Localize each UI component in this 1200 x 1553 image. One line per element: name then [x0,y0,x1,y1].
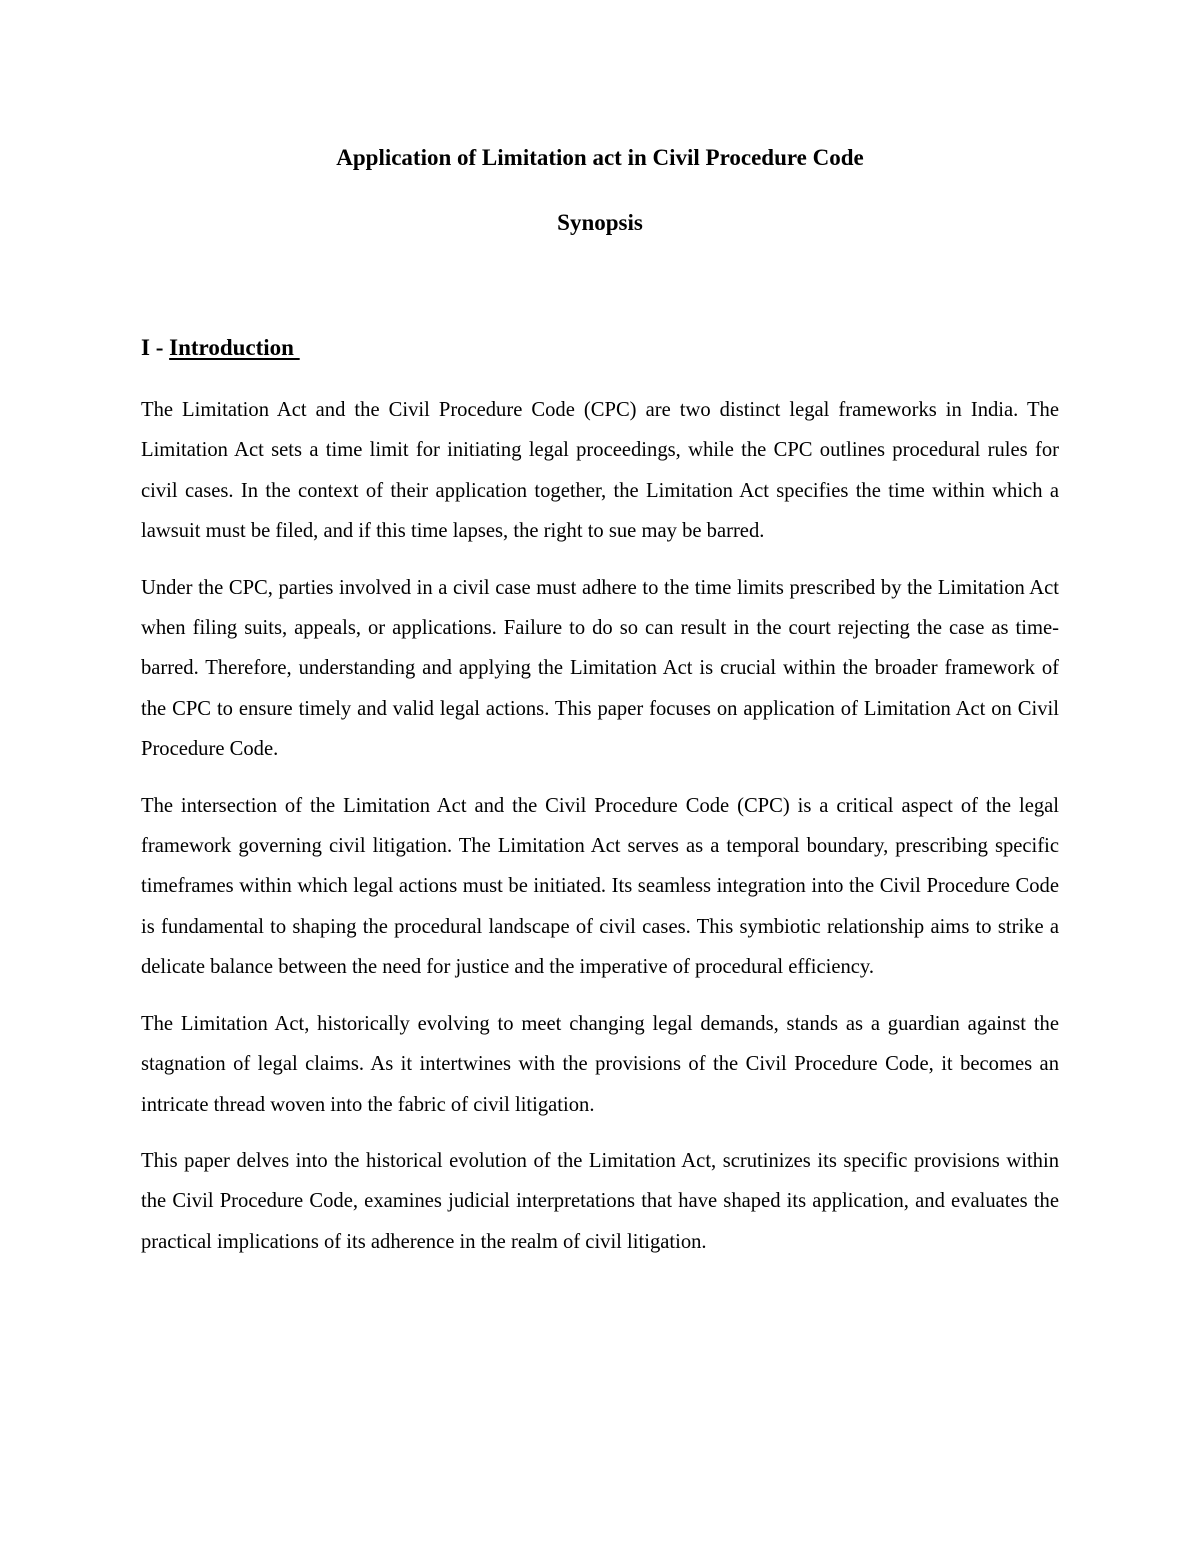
paragraph: The intersection of the Limitation Act and the Civil Procedure Code (CPC) is a critical aspect of the legal framework governing civil litigation. The Limitation Act serves as a temporal boundary, prescribing specific timeframes within which legal actions must be initiated. Its seamless integration into the Civil Procedure Code is fundamental to shaping the procedural landscape of civil cases. This symbiotic relationship aims to strike a delicate balance between the need for justice and the imperative of procedural efficiency. [141,794,1059,979]
paragraph: The Limitation Act and the Civil Procedure Code (CPC) are two distinct legal frameworks in India. The Limitation Act sets a time limit for initiating legal proceedings, while the CPC outlines procedural rules for civil cases. In the context of their application together, the Limitation Act specifies the time within which a lawsuit must be filed, and if this time lapses, the right to sue may be barred. [141,399,1059,543]
paragraph: Under the CPC, parties involved in a civil case must adhere to the time limits prescribed by the Limitation Act when filing suits, appeals, or applications. Failure to do so can result in the court rejecting the case as time-barred. Therefore, understanding and applying the Limitation Act is crucial within the broader framework of the CPC to ensure timely and valid legal actions. This paper focuses on application of Limitation Act on Civil Procedure Code. [141,576,1059,761]
paragraph: The Limitation Act, historically evolving to meet changing legal demands, stands as a guardian against the stagnation of legal claims. As it intertwines with the provisions of the Civil Procedure Code, it becomes an intricate thread woven into the fabric of civil litigation. [141,1012,1059,1116]
section-heading-text: Introduction [169,335,300,360]
paragraph: This paper delves into the historical evolution of the Limitation Act, scrutinizes its specific provisions within the Civil Procedure Code, examines judicial interpretations that have shaped its application, and evaluates the practical implications of its adherence in the realm of civil litigation. [141,1149,1059,1253]
section-number: I - [141,335,170,360]
document-title: Application of Limitation act in Civil Procedure Code [336,145,864,170]
section-body [141,390,1059,1278]
document-subtitle: Synopsis [557,210,643,235]
section-heading [141,333,300,363]
